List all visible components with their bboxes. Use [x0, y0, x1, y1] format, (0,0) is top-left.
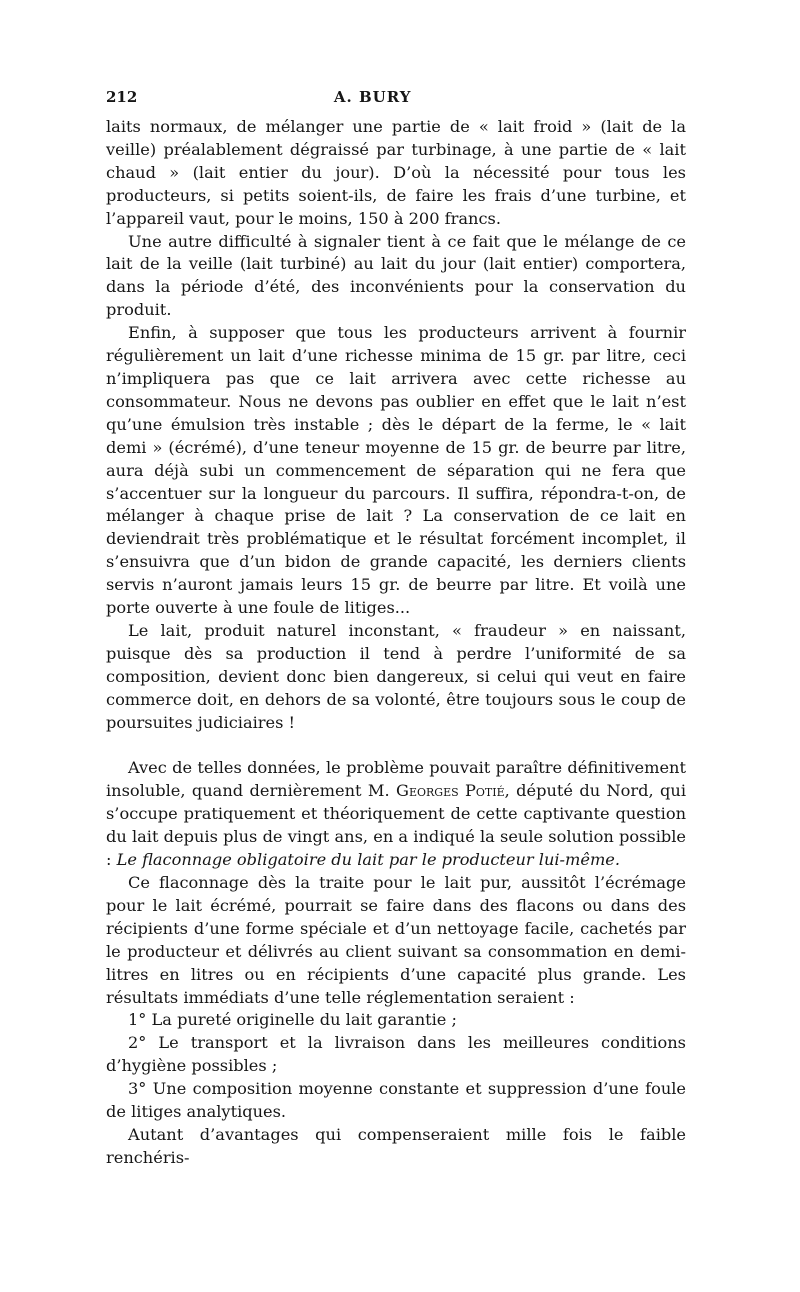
page-number: 212 [106, 88, 138, 106]
list-item-2: 2° Le transport et la livraison dans les meilleures conditions d’hygiène possibles ; [106, 1033, 686, 1076]
paragraph-3: Enfin, à supposer que tous les producteurs arrivent à fournir régulièrement un lait d’une richesse minima de 15 gr. par litre, ceci n’impliquera pas que ce lait arrivera avec cette richesse au consommateur. Nous ne devons pas oublier en effet que le lait n’est qu’une émulsion très instable ; dès le départ de la ferme, le « lait demi » (écrémé), d’une teneur moyenne de 15 gr. de beurre par litre, aura déjà subi un commencement de séparation qui ne fera que s’accentuer sur la longueur du parcours. Il suffira, répondra-t-on, de mélanger à chaque prise de lait ? La conservation de ce lait en deviendrait très problématique et le résultat forcément incomplet, il s’ensuivra que d’un bidon de grande capacité, les derniers clients servis n’auront jamais leurs 15 gr. de beurre par litre. Et voilà une porte ouverte à une foule de litiges... [106, 323, 686, 618]
book-page [106, 88, 686, 1170]
person-name: Georges Potié [396, 781, 505, 801]
paragraph-5-text-b: , député du Nord, qui s’occupe pratiquement et théoriquement de cette captivante question du lait depuis plus de vingt ans, en a indiqué la seule solution possible : [106, 781, 687, 870]
paragraph-5-text-a: Avec de telles données, le problème pouvait paraître définitivement insoluble, quand dernièrement M. [106, 758, 686, 801]
list-item-1: 1° La pureté originelle du lait garantie ; [128, 1010, 457, 1030]
page-header [106, 88, 686, 116]
section-gap [106, 734, 686, 757]
emphasized-solution: Le flaconnage obligatoire du lait par le producteur lui-même. [116, 850, 621, 870]
paragraph-4: Le lait, produit naturel inconstant, « fraudeur » en naissant, puisque dès sa production il tend à perdre l’uniformité de sa composition, devient donc bien dangereux, si celui qui veut en faire commerce doit, en dehors de sa volonté, être toujours sous le coup de poursuites judiciaires ! [106, 620, 686, 732]
paragraph-2: Une autre difficulté à signaler tient à ce fait que le mélange de ce lait de la veille (lait turbiné) au lait du jour (lait entier) comportera, dans la période d’été, des inconvénients pour la conservation du produit. [106, 231, 686, 320]
paragraph-5 [106, 757, 686, 872]
paragraph-7: Autant d’avantages qui compenseraient mille fois le faible renchéris- [106, 1124, 686, 1167]
paragraph-1: laits normaux, de mélanger une partie de « lait froid » (lait de la veille) préalablement dégraissé par turbinage, à une partie de « lait chaud » (lait entier du jour). D’où la nécessité pour tous les producteurs, si petits soient-ils, de faire les frais d’une turbine, et l’appareil vaut, pour le moins, 150 à 200 francs. [106, 117, 686, 228]
running-head: A. BURY [333, 88, 412, 106]
list-item-3: 3° Une composition moyenne constante et suppression d’une foule de litiges analytiques. [106, 1079, 686, 1122]
paragraph-6: Ce flaconnage dès la traite pour le lait pur, aussitôt l’écrémage pour le lait écrémé, pourrait se faire dans des flacons ou dans des récipients d’une forme spéciale et d’un nettoyage facile, cachetés par le producteur et délivrés au client suivant sa consommation en demi-litres en litres ou en récipients d’une capacité plus grande. Les résultats immédiats d’une telle réglementation seraient : [106, 873, 686, 1007]
